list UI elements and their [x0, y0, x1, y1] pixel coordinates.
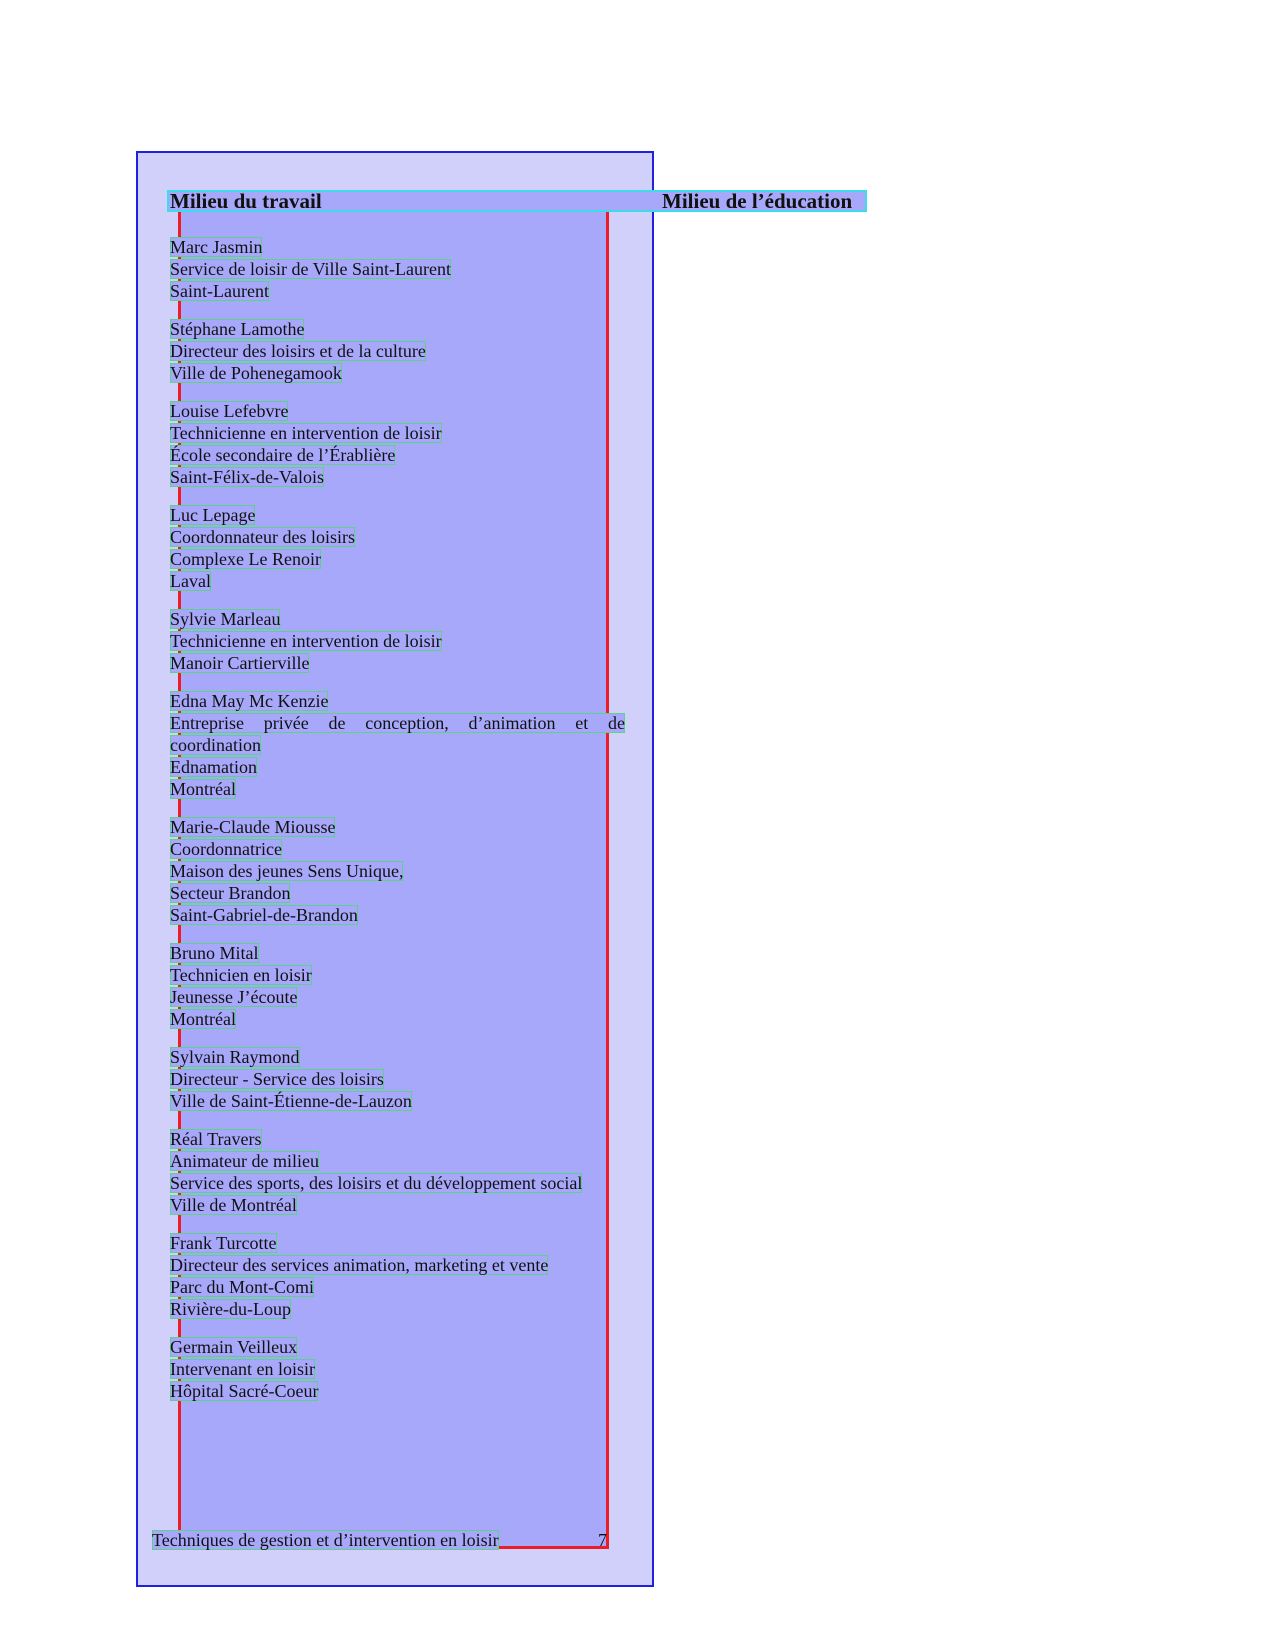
- contact-line-text: Manoir Cartierville: [170, 653, 310, 673]
- contact-detail-line: [170, 570, 625, 592]
- contact-detail-line: [170, 1254, 625, 1276]
- contact-detail-line: [170, 466, 625, 488]
- contact-detail-line: [170, 1150, 625, 1172]
- contact-line-text: Intervenant en loisir: [170, 1359, 315, 1379]
- contact-line-text: Réal Travers: [170, 1129, 262, 1149]
- contact-name: [170, 504, 625, 526]
- contact-line-text: Technicienne en intervention de loisir: [170, 631, 442, 651]
- contact-detail-line: [170, 630, 625, 652]
- contact-line-text: Laval: [170, 571, 211, 591]
- contact-entry: [170, 690, 625, 800]
- contact-line-text: Marc Jasmin: [170, 237, 263, 257]
- contact-detail-line: [170, 1276, 625, 1298]
- contact-line-text: Technicien en loisir: [170, 965, 312, 985]
- contact-line-text: Luc Lepage: [170, 505, 256, 525]
- contact-name: [170, 1336, 625, 1358]
- contact-detail-line: [170, 1298, 625, 1320]
- contact-line-text: Montréal: [170, 1009, 236, 1029]
- contact-line-text: Ednamation: [170, 757, 257, 777]
- contact-entry: [170, 608, 625, 674]
- contact-detail-line: [170, 756, 625, 778]
- contact-entry: [170, 318, 625, 384]
- heading-milieu-education: Milieu de l’éducation: [662, 189, 853, 213]
- contact-line-text: Saint-Félix-de-Valois: [170, 467, 324, 487]
- contact-line-text: Ville de Saint-Étienne-de-Lauzon: [170, 1091, 412, 1111]
- contact-line-text: Coordonnatrice: [170, 839, 282, 859]
- contact-detail-line: [170, 964, 625, 986]
- contact-name: [170, 1128, 625, 1150]
- contact-line-text: Germain Veilleux: [170, 1337, 298, 1357]
- contact-line-text: Entreprise privée de conception, d’animation et de coordination: [170, 713, 625, 755]
- contact-detail-line: [170, 1172, 625, 1194]
- contact-detail-line: [170, 712, 625, 756]
- contact-line-text: Saint-Laurent: [170, 281, 269, 301]
- contact-detail-line: [170, 778, 625, 800]
- contact-detail-line: [170, 362, 625, 384]
- contact-name: [170, 608, 625, 630]
- contact-entry: [170, 400, 625, 488]
- contact-entry: [170, 816, 625, 926]
- page-footer: [152, 1529, 607, 1551]
- contact-line-text: Edna May Mc Kenzie: [170, 691, 329, 711]
- contact-line-text: Frank Turcotte: [170, 1233, 277, 1253]
- contact-detail-line: [170, 1194, 625, 1216]
- contact-detail-line: [170, 1380, 625, 1402]
- contact-detail-line: [170, 1068, 625, 1090]
- contact-entry: [170, 1336, 625, 1402]
- contact-entry: [170, 1046, 625, 1112]
- contact-entry: [170, 1232, 625, 1320]
- contact-detail-line: [170, 280, 625, 302]
- contact-name: [170, 236, 625, 258]
- contact-line-text: Sylvie Marleau: [170, 609, 281, 629]
- contact-detail-line: [170, 548, 625, 570]
- page-number: 7: [598, 1530, 607, 1550]
- contact-line-text: Rivière-du-Loup: [170, 1299, 291, 1319]
- contact-line-text: Maison des jeunes Sens Unique,: [170, 861, 404, 881]
- contact-line-text: Louise Lefebvre: [170, 401, 289, 421]
- contact-detail-line: [170, 1358, 625, 1380]
- contact-name: [170, 690, 625, 712]
- contact-detail-line: [170, 422, 625, 444]
- contact-detail-line: [170, 860, 625, 882]
- contact-detail-line: [170, 1090, 625, 1112]
- contact-detail-line: [170, 652, 625, 674]
- contact-detail-line: [170, 986, 625, 1008]
- contact-entry: [170, 1128, 625, 1216]
- contact-line-text: Complexe Le Renoir: [170, 549, 321, 569]
- footer-title: Techniques de gestion et d’intervention en loisir: [152, 1530, 499, 1550]
- contact-line-text: Bruno Mital: [170, 943, 259, 963]
- contact-list: [170, 236, 625, 1418]
- contact-entry: [170, 942, 625, 1030]
- contact-detail-line: [170, 258, 625, 280]
- contact-line-text: Sylvain Raymond: [170, 1047, 300, 1067]
- contact-name: [170, 400, 625, 422]
- contact-line-text: Service des sports, des loisirs et du développement social: [170, 1173, 583, 1193]
- contact-entry: [170, 504, 625, 592]
- contact-detail-line: [170, 526, 625, 548]
- contact-line-text: Directeur - Service des loisirs: [170, 1069, 384, 1089]
- contact-line-text: Hôpital Sacré-Coeur: [170, 1381, 319, 1401]
- contact-line-text: Secteur Brandon: [170, 883, 291, 903]
- contact-line-text: Saint-Gabriel-de-Brandon: [170, 905, 358, 925]
- contact-line-text: Montréal: [170, 779, 236, 799]
- contact-line-text: Coordonnateur des loisirs: [170, 527, 355, 547]
- contact-detail-line: [170, 904, 625, 926]
- contact-line-text: École secondaire de l’Érablière: [170, 445, 396, 465]
- contact-line-text: Animateur de milieu: [170, 1151, 319, 1171]
- contact-line-text: Ville de Montréal: [170, 1195, 297, 1215]
- contact-line-text: Directeur des loisirs et de la culture: [170, 341, 426, 361]
- contact-detail-line: [170, 340, 625, 362]
- contact-detail-line: [170, 444, 625, 466]
- contact-detail-line: [170, 882, 625, 904]
- contact-name: [170, 1046, 625, 1068]
- contact-line-text: Directeur des services animation, marketing et vente: [170, 1255, 549, 1275]
- contact-detail-line: [170, 838, 625, 860]
- contact-name: [170, 318, 625, 340]
- contact-line-text: Jeunesse J’écoute: [170, 987, 298, 1007]
- contact-line-text: Marie-Claude Miousse: [170, 817, 336, 837]
- heading-milieu-travail: Milieu du travail: [170, 189, 322, 213]
- contact-entry: [170, 236, 625, 302]
- contact-line-text: Technicienne en intervention de loisir: [170, 423, 442, 443]
- contact-line-text: Ville de Pohenegamook: [170, 363, 342, 383]
- contact-name: [170, 1232, 625, 1254]
- contact-line-text: Parc du Mont-Comi: [170, 1277, 314, 1297]
- contact-name: [170, 942, 625, 964]
- contact-line-text: Stéphane Lamothe: [170, 319, 305, 339]
- contact-line-text: Service de loisir de Ville Saint-Laurent: [170, 259, 452, 279]
- contact-detail-line: [170, 1008, 625, 1030]
- contact-name: [170, 816, 625, 838]
